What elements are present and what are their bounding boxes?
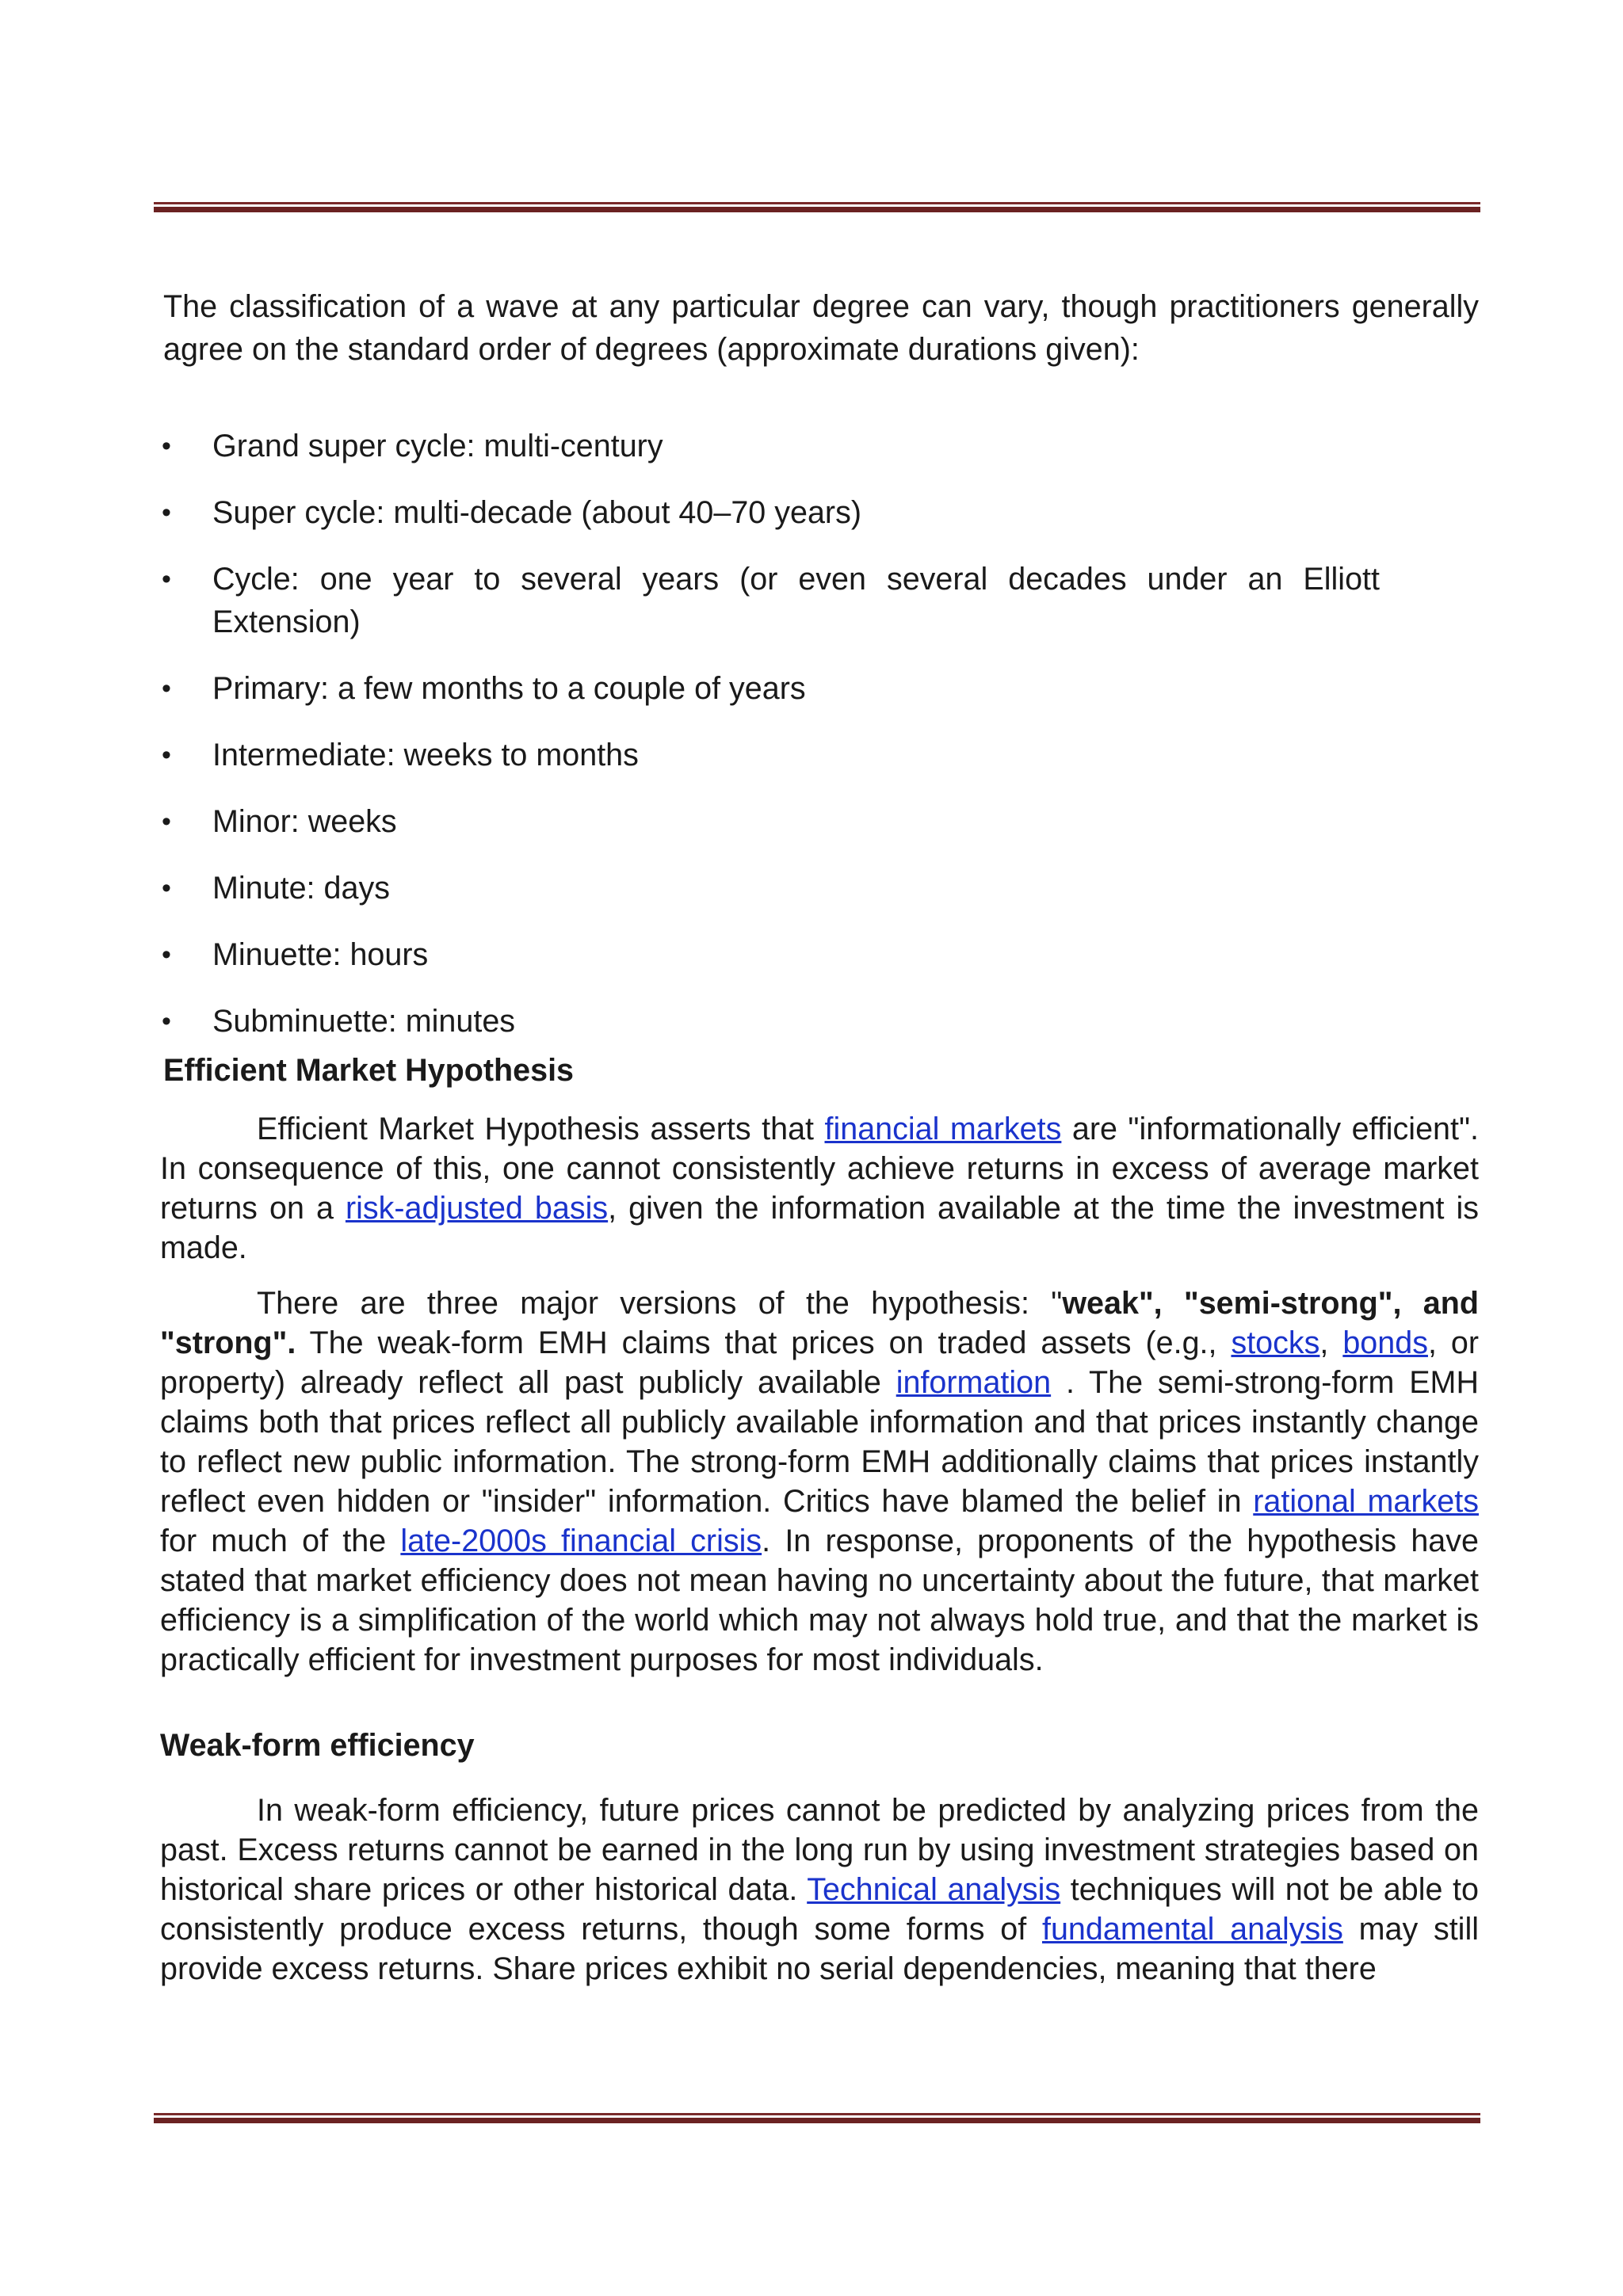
intro-paragraph: The classification of a wave at any particular degree can vary, though practitioners generally agree on the standard order of degrees (approximate durations given): — [163, 289, 1479, 367]
link-stocks[interactable]: stocks — [1231, 1325, 1320, 1360]
footer-rule — [154, 2113, 1480, 2123]
link-technical-analysis[interactable]: Technical analysis — [807, 1872, 1061, 1907]
bullet-icon: • — [162, 807, 171, 837]
weak-form-heading: Weak-form efficiency — [160, 1728, 475, 1763]
emh-versions-bold: weak", "semi-strong", and "strong". — [160, 1286, 1479, 1360]
list-item: • Intermediate: weeks to months — [160, 734, 1479, 776]
link-rational-markets[interactable]: rational markets — [1253, 1484, 1479, 1519]
bullet-icon: • — [162, 740, 171, 770]
bullet-icon: • — [162, 431, 171, 461]
bullet-icon: • — [162, 940, 171, 970]
link-risk-adjusted-basis[interactable]: risk-adjusted basis — [345, 1191, 609, 1226]
list-item: • Cycle: one year to several years (or even several decades under an Elliott Extension) — [160, 558, 1479, 643]
list-item: • Primary: a few months to a couple of years — [160, 667, 1479, 710]
link-fundamental-analysis[interactable]: fundamental analysis — [1041, 1912, 1343, 1947]
bullet-icon: • — [162, 673, 171, 704]
link-bonds[interactable]: bonds — [1342, 1325, 1428, 1360]
link-late-2000s-financial-crisis[interactable]: late-2000s financial crisis — [400, 1524, 762, 1558]
link-information[interactable]: information — [896, 1365, 1052, 1400]
link-financial-markets[interactable]: financial markets — [824, 1112, 1062, 1146]
emh-paragraph-1: Efficient Market Hypothesis asserts that financial markets are "informationally efficient". In consequence of this, one cannot consistently achieve returns in excess of average market returns on a risk-adjusted basis, given the information available at the time the investment is made. — [160, 1112, 1480, 1265]
emh-heading: Efficient Market Hypothesis — [163, 1053, 575, 1088]
bullet-icon: • — [162, 498, 171, 528]
list-item: • Minuette: hours — [160, 933, 1479, 976]
bullet-icon: • — [162, 564, 171, 594]
emh-paragraph-2: There are three major versions of the hypothesis: "weak", "semi-strong", and "strong". The weak-form EMH claims that prices on traded assets (e.g., stocks, bonds, or property) already reflect all past publicly available information . The semi-strong-form EMH claims both that prices reflect all publicly available information and that prices instantly change to reflect new public information. The strong-form EMH additionally claims that prices instantly reflect even hidden or "insider" information. Critics have blamed the belief in rational markets for much of the late-2000s financial crisis. In response, proponents of the hypothesis have stated that market efficiency does not mean having no uncertainty about the future, that market efficiency is a simplification of the world which may not always hold true, and that the market is practically efficient for investment purposes for most individuals. — [160, 1286, 1479, 1677]
list-item: • Subminuette: minutes — [160, 1000, 1479, 1043]
list-item: • Minor: weeks — [160, 800, 1479, 843]
degree-list — [160, 425, 1479, 1043]
bullet-icon: • — [162, 1006, 171, 1036]
header-rule — [154, 202, 1480, 212]
list-item: • Grand super cycle: multi-century — [160, 425, 1479, 467]
bullet-icon: • — [162, 873, 171, 903]
list-item: • Super cycle: multi-decade (about 40–70 years) — [160, 491, 1479, 534]
page-content — [160, 285, 1479, 1989]
weak-form-paragraph: In weak-form efficiency, future prices cannot be predicted by analyzing prices from the past. Excess returns cannot be earned in the long run by using investment strategies based on historical share prices or other historical data. Technical analysis techniques will not be able to consistently produce excess returns, though some forms of fundamental analysis may still provide excess returns. Share prices exhibit no serial dependencies, meaning that there — [160, 1793, 1479, 1986]
list-item: • Minute: days — [160, 867, 1479, 910]
